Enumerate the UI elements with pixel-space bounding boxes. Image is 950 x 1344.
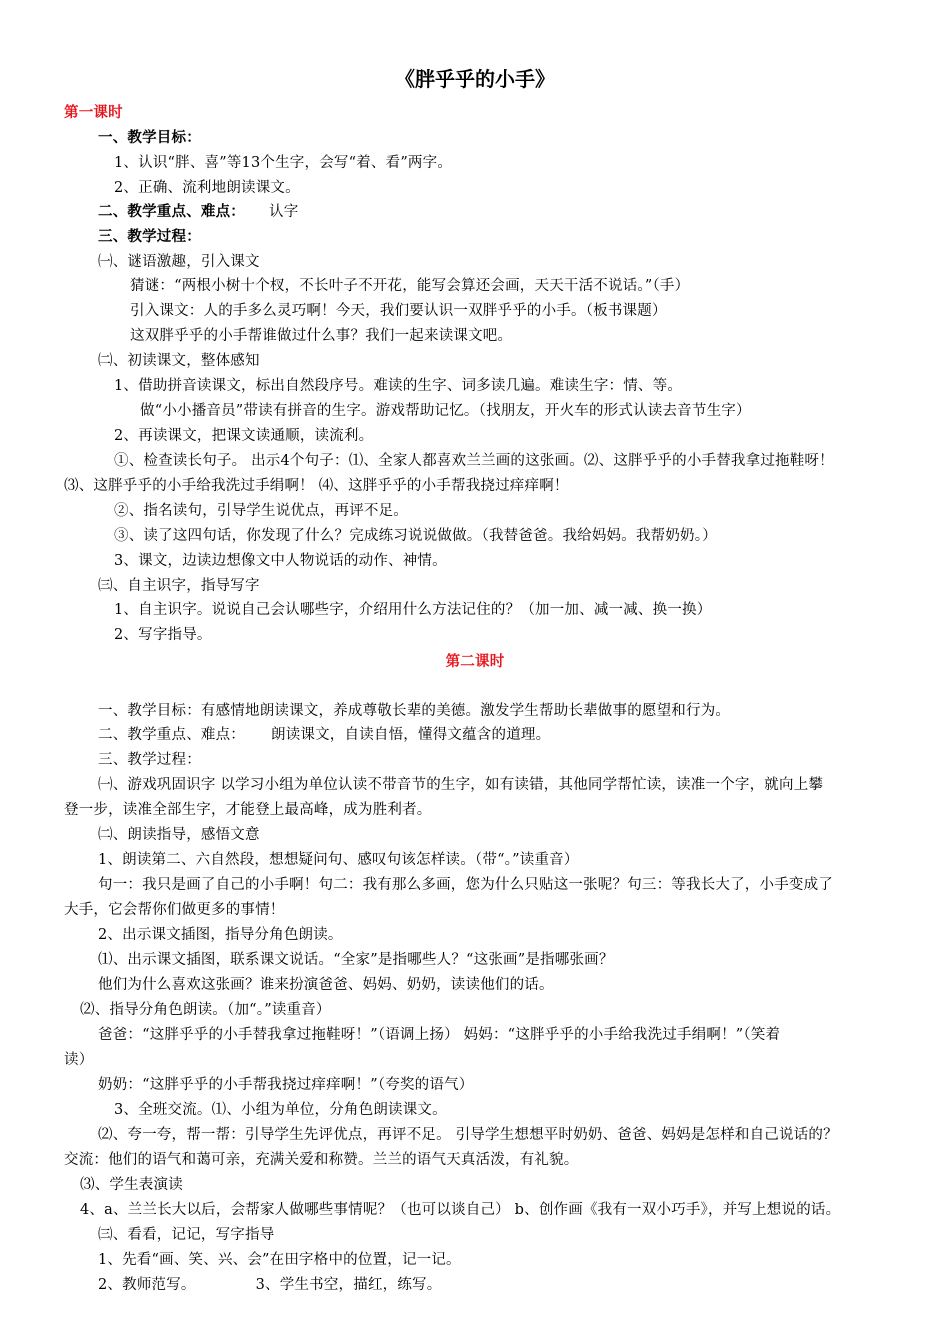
l2-p3-2: 2、教师范写。 — [98, 1277, 196, 1293]
step-2-3: 3、课文，边读边想像文中人物说话的动作、神情。 — [114, 553, 447, 569]
l2-key-value: 朗读课文，自读自悟，懂得文蕴含的道理。 — [271, 727, 551, 743]
l2-p1-cont: 登一步，读准全部生字，才能登上最高峰，成为胜利者。 — [64, 802, 432, 818]
step-3-1: 1、自主识字。说说自己会认哪些字，介绍用什么方法记住的？（加一加、减一减、换一换） — [114, 602, 712, 618]
goal-2: 2、正确、流利地朗读课文。 — [114, 180, 300, 196]
goal-heading: 一、教学目标： — [98, 129, 201, 146]
l2-process: 三、教学过程： — [98, 752, 201, 768]
key-value: 认字 — [269, 204, 299, 220]
lesson2-heading: 第二课时 — [445, 653, 505, 670]
question-line: 这双胖乎乎的小手帮谁做过什么事？我们一起来读课文吧。 — [130, 328, 513, 344]
section-2: ㈡、初读课文，整体感知 — [98, 353, 260, 369]
l2-p2-3b-cont: 交流：他们的语气和蔼可亲，充满关爱和称赞。兰兰的语气天真活泼，有礼貌。 — [64, 1152, 579, 1168]
step-2-2b: ②、指名读句，引导学生说优点，再评不足。 — [114, 503, 408, 519]
l2-goal: 一、教学目标：有感情地朗读课文，养成尊敬长辈的美德。激发学生帮助长辈做事的愿望和行为。 — [98, 703, 731, 719]
process-heading: 三、教学过程： — [98, 228, 201, 245]
l2-p2-q-cont: 大手，它会帮你们做更多的事情！ — [64, 902, 285, 918]
l2-grandma-line: 奶奶：“这胖乎乎的小手帮我挠过痒痒啊！”（夸奖的语气） — [98, 1077, 474, 1093]
l2-p2-3: 3、全班交流。⑴、小组为单位，分角色朗读课文。 — [114, 1102, 447, 1118]
intro-line: 引入课文：人的手多么灵巧啊！今天，我们要认识一双胖乎乎的小手。（板书课题） — [130, 303, 667, 319]
goal-1: 1、认识“胖、喜”等13个生字，会写“着、看”两字。 — [114, 155, 453, 171]
page-title: 《胖乎乎的小手》 — [395, 67, 555, 91]
l2-key-label: 二、教学重点、难点： — [98, 727, 245, 743]
l2-dad-line: 爸爸：“这胖乎乎的小手替我拿过拖鞋呀！”（语调上扬） 妈妈：“这胖乎乎的小手给我洗过手绢啊！”（笑着 — [98, 1027, 781, 1043]
l2-p2-2b: ⑵、指导分角色朗读。（加“。”读重音） — [80, 1002, 331, 1018]
l2-p3: ㈢、看看，记记，写字指导 — [98, 1227, 275, 1243]
step-2-2a-cont: ⑶、这胖乎乎的小手给我洗过手绢啊！ ⑷、这胖乎乎的小手帮我挠过痒痒啊！ — [64, 478, 569, 494]
l2-p2-2: 2、出示课文插图，指导分角色朗读。 — [98, 927, 343, 943]
l2-p2-2a-cont: 他们为什么喜欢这张画？谁来扮演爸爸、妈妈、奶奶，读读他们的话。 — [98, 977, 554, 993]
step-3-2: 2、写字指导。 — [114, 627, 212, 643]
l2-p2-3b: ⑵、夸一夸，帮一帮：引导学生先评优点，再评不足。 引导学生想想平时奶奶、爸爸、妈妈是怎样和自己说话的？ — [98, 1127, 838, 1143]
step-2-1b: 做“小小播音员”带读有拼音的生字。游戏帮助记忆。（找朋友，开火车的形式认读去音节生字） — [140, 403, 751, 419]
l2-p1: ㈠、游戏巩固识字 以学习小组为单位认读不带音节的生字，如有读错，其他同学帮忙读，读准一个字，就向上攀 — [98, 777, 824, 793]
l2-p2-1: 1、朗读第二、六自然段，想想疑问句、感叹句该怎样读。（带“。”读重音） — [98, 852, 579, 868]
l2-p2-3c: ⑶、学生表演读 — [80, 1177, 183, 1193]
l2-p3-3: 3、学生书空，描红，练写。 — [255, 1277, 442, 1293]
l2-p3-1: 1、先看“画、笑、兴、会”在田字格中的位置，记一记。 — [98, 1252, 461, 1268]
riddle-line: 猜谜：“两根小树十个杈，不长叶子不开花，能写会算还会画，天天干活不说话。”（手） — [130, 278, 690, 294]
l2-dad-line-cont: 读） — [64, 1052, 94, 1068]
step-2-2: 2、再读课文，把课文读通顺，读流利。 — [114, 428, 374, 444]
section-1: ㈠、谜语激趣，引入课文 — [98, 254, 260, 270]
step-2-2a: ①、检查读长句子。 出示4个句子：⑴、全家人都喜欢兰兰画的这张画。⑵、这胖乎乎的小手替我拿过拖鞋呀！ — [114, 453, 834, 469]
step-2-2c: ③、读了这四句话，你发现了什么？完成练习说说做做。（我替爸爸。我给妈妈。我帮奶奶。） — [114, 528, 717, 544]
section-3: ㈢、自主识字，指导写字 — [98, 578, 260, 594]
step-2-1: 1、借助拼音读课文，标出自然段序号。难读的生字、词多读几遍。难读生字：情、等。 — [114, 378, 683, 394]
l2-p2-q: 句一：我只是画了自己的小手啊！句二：我有那么多画，您为什么只贴这一张呢？句三：等我长大了，小手变成了 — [98, 877, 833, 893]
key-heading: 二、教学重点、难点： — [98, 203, 245, 220]
lesson1-heading: 第一课时 — [64, 104, 123, 121]
l2-p2: ㈡、朗读指导，感悟文意 — [98, 827, 260, 843]
l2-p2-4: 4、a、兰兰长大以后，会帮家人做哪些事情呢？（也可以谈自己） b、创作画《我有一双小巧手》，并写上想说的话。 — [80, 1202, 841, 1218]
l2-p2-2a: ⑴、出示课文插图，联系课文说话。“全家”是指哪些人？“这张画”是指哪张画？ — [98, 952, 614, 968]
